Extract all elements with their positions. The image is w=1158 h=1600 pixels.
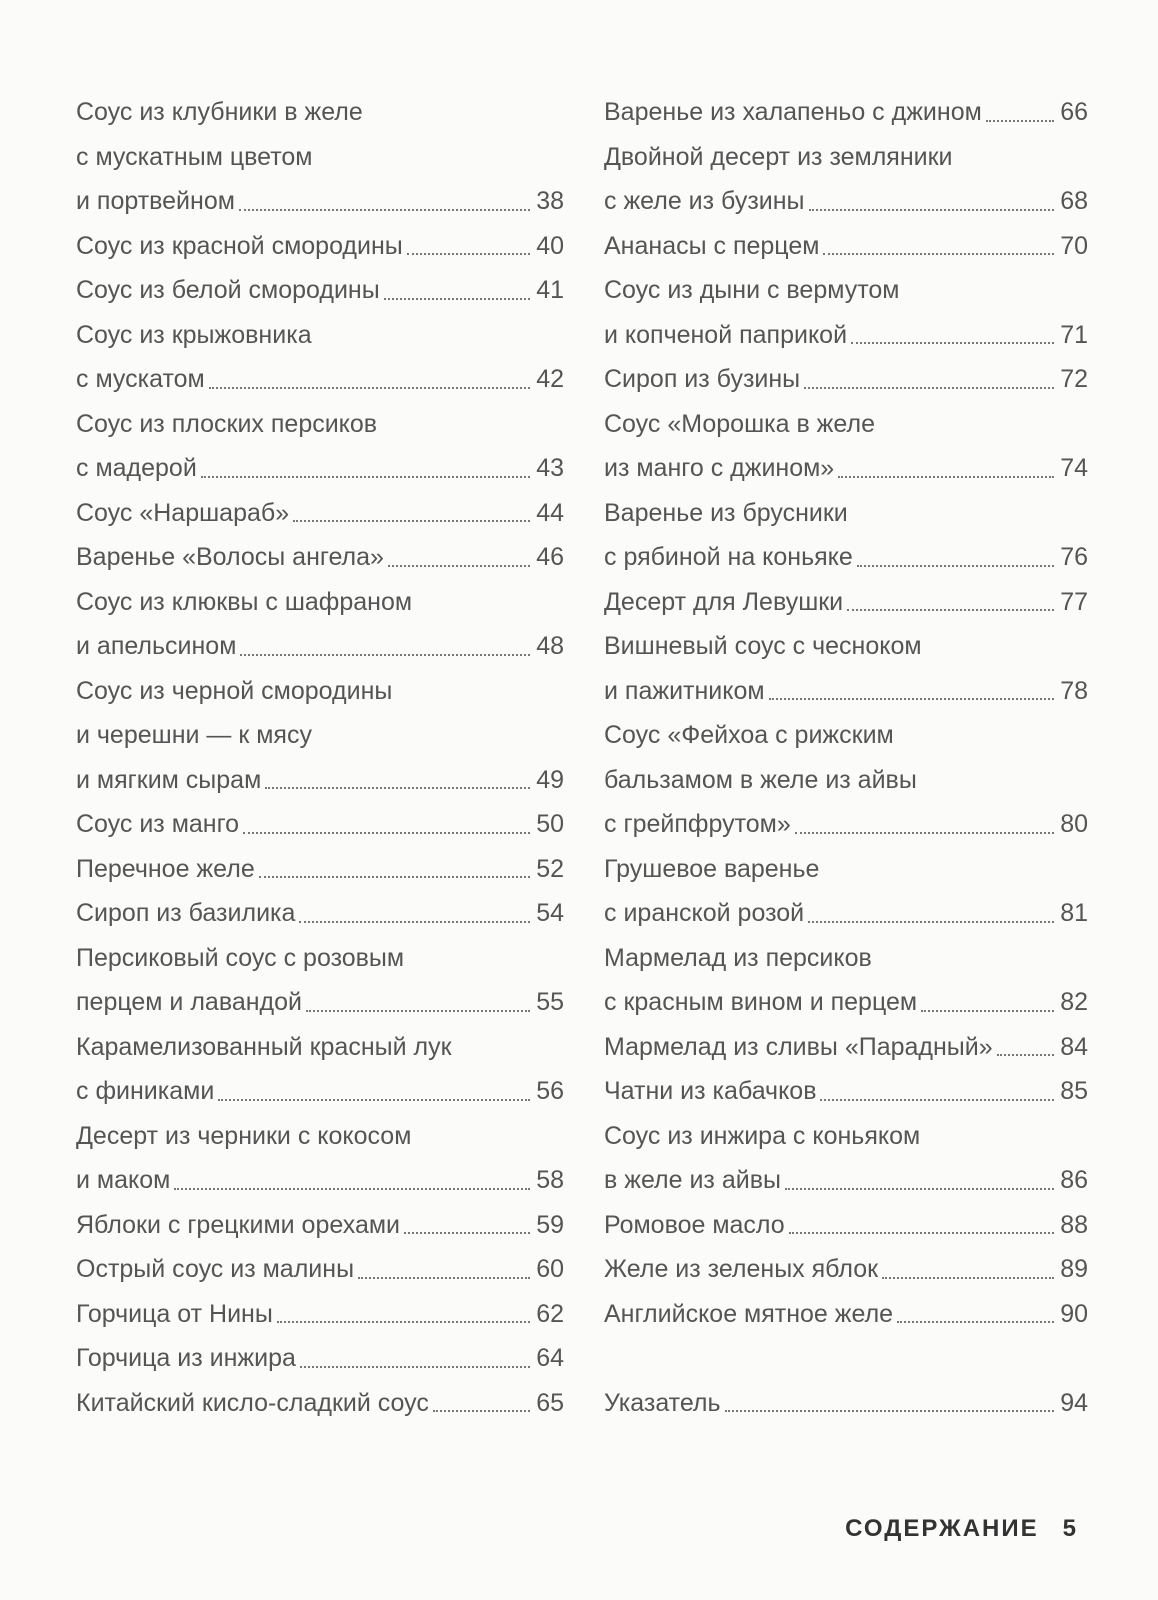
toc-entry[interactable] [604,847,1088,936]
toc-entry[interactable] [76,402,564,491]
toc-entry-title: и копченой паприкой [604,320,848,349]
toc-entry[interactable] [604,135,1088,224]
toc-page-number: 58 [536,1166,564,1194]
dot-leader [725,1410,1055,1412]
toc-entry-title: Горчица из инжира [76,1344,296,1372]
toc-page-number: 77 [1060,587,1088,616]
page-footer [845,1515,1078,1543]
dot-leader [259,876,530,878]
dot-leader [785,1188,1054,1190]
toc-entry-title: Соус «Фейхоа с рижским [604,721,894,749]
toc-page-number: 46 [536,543,564,571]
toc-entry[interactable] [604,580,1088,625]
toc-entry[interactable] [604,1381,1088,1426]
toc-entry[interactable] [604,90,1088,135]
toc-page-number: 42 [536,365,564,393]
dot-leader [986,120,1054,122]
toc-entry[interactable] [604,1069,1088,1114]
toc-entry[interactable] [604,624,1088,713]
toc-column-left [76,90,564,1425]
toc-entry[interactable] [604,357,1088,402]
toc-entry-title: Чатни из кабачков [604,1077,817,1105]
toc-entry-title: Соус из дыни с вермутом [604,276,900,304]
toc-page-number: 52 [536,854,564,883]
dot-leader [209,387,530,389]
dot-leader [851,342,1054,344]
dot-leader [218,1099,530,1101]
toc-entry[interactable] [604,402,1088,491]
dot-leader [358,1277,530,1279]
toc-entry[interactable] [76,268,564,313]
dot-leader [265,787,530,789]
toc-page-number: 74 [1060,454,1088,482]
toc-spacer [604,1336,1088,1381]
toc-entry-title: Желе из зеленых яблок [604,1255,879,1283]
dot-leader [300,1366,530,1368]
dot-leader [407,253,530,255]
toc-entry-title: Персиковый соус с розовым [76,943,405,972]
dot-leader [897,1321,1054,1323]
toc-page-number: 86 [1060,1166,1088,1194]
toc-page-number: 68 [1060,187,1088,215]
toc-entry[interactable] [76,580,564,669]
toc-entry-title: в желе из айвы [604,1166,781,1194]
toc-entry-title: Карамелизованный красный лук [76,1032,452,1061]
toc-entry-title: Перечное желе [76,854,255,883]
toc-entry-title: Варенье «Волосы ангела» [76,543,384,571]
toc-entry-title: Соус из клубники в желе [76,98,363,126]
toc-entry-title: Острый соус из малины [76,1255,355,1283]
toc-entry[interactable] [76,224,564,269]
toc-entry[interactable] [76,535,564,580]
dot-leader [388,565,530,567]
toc-page-number: 72 [1060,365,1088,393]
toc-entry[interactable] [76,491,564,536]
toc-page-number: 70 [1060,231,1088,260]
toc-entry-title: Варенье из брусники [604,498,848,527]
dot-leader [174,1188,530,1190]
toc-entry[interactable] [604,224,1088,269]
toc-entry-title: Вишневый соус с чесноком [604,632,922,660]
toc-page-number: 56 [536,1077,564,1105]
toc-entry[interactable] [604,1114,1088,1203]
toc-column-right [604,90,1088,1425]
toc-page-number: 44 [536,498,564,527]
toc-entry-title: Соус из плоских персиков [76,409,378,438]
toc-entry[interactable] [604,713,1088,847]
toc-entry-title: Китайский кисло-сладкий соус [76,1388,429,1417]
toc-entry-title: с мадерой [76,454,197,482]
toc-page-number: 60 [536,1255,564,1283]
toc-page-number: 49 [536,765,564,794]
toc-entry-title: Сироп из базилика [76,899,296,927]
toc-entry[interactable] [604,491,1088,580]
dot-leader [795,832,1054,834]
dot-leader [820,1099,1054,1101]
toc-entry[interactable] [76,802,564,847]
toc-entry-title: перцем и лавандой [76,988,302,1016]
toc-entry[interactable] [76,1381,564,1426]
dot-leader [243,832,530,834]
toc-entry-title: бальзамом в желе из айвы [604,765,917,794]
toc-entry-title: Десерт из черники с кокосом [76,1121,412,1150]
dot-leader [433,1410,530,1412]
toc-entry-title: Соус из черной смородины [76,676,393,705]
toc-entry-title: и маком [76,1166,171,1194]
toc-page-number: 71 [1060,320,1088,349]
toc-entry[interactable] [76,936,564,1025]
toc-entry-title: и портвейном [76,187,235,215]
toc-entry-title: Сироп из бузины [604,365,801,393]
toc-page-number: 80 [1060,810,1088,838]
toc-entry-title: Соус из инжира с коньяком [604,1121,921,1150]
toc-page-number: 38 [536,187,564,215]
toc-entry-title: Мармелад из персиков [604,943,872,972]
dot-leader [201,476,530,478]
toc-page-number: 40 [536,231,564,260]
toc-entry-title: и мягким сырам [76,765,262,794]
toc-entry-title: Соус из крыжовника [76,320,312,349]
toc-page-number: 78 [1060,676,1088,705]
toc-entry-title: Соус из манго [76,810,240,838]
dot-leader [404,1232,530,1234]
dot-leader [384,298,531,300]
toc-entry-title: Горчица от Нины [76,1299,273,1328]
dot-leader [823,253,1054,255]
toc-entry-title: и черешни — к мясу [76,721,312,749]
toc-page-number: 62 [536,1299,564,1328]
toc-page-number: 54 [536,899,564,927]
toc-page-number: 90 [1060,1299,1088,1328]
toc-page-number: 59 [536,1210,564,1239]
dot-leader [838,476,1054,478]
dot-leader [789,1232,1054,1234]
toc-entry-title: Грушевое варенье [604,854,820,883]
toc-entry[interactable] [76,1336,564,1381]
toc-entry-title: Соус «Морошка в желе [604,409,875,438]
toc-entry-title: с желе из бузины [604,187,805,215]
toc-page-number: 82 [1060,988,1088,1016]
toc-page-number: 64 [536,1344,564,1372]
toc-page-number: 89 [1060,1255,1088,1283]
toc-page-number: 85 [1060,1077,1088,1105]
toc-entry[interactable] [76,669,564,803]
toc-page-number: 81 [1060,899,1088,927]
toc-entry[interactable] [604,1292,1088,1337]
dot-leader [809,209,1055,211]
toc-entry-title: Соус «Наршараб» [76,498,290,527]
dot-leader [847,609,1054,611]
toc-page-number: 76 [1060,543,1088,571]
dot-leader [857,565,1054,567]
toc-entry[interactable] [76,1247,564,1292]
toc-entry[interactable] [76,1114,564,1203]
dot-leader [921,1010,1054,1012]
toc-entry-title: с красным вином и перцем [604,988,918,1016]
toc-entry-title: Английское мятное желе [604,1299,894,1328]
dot-leader [997,1054,1055,1056]
toc-page-number: 55 [536,988,564,1016]
toc-page-number: 65 [536,1388,564,1417]
toc-entry[interactable] [76,1292,564,1337]
toc-entry-title: Ромовое масло [604,1210,785,1239]
toc-page-number: 48 [536,632,564,660]
toc-entry-title: Соус из клюквы с шафраном [76,587,413,616]
toc-entry-title: Соус из белой смородины [76,276,380,304]
dot-leader [277,1321,530,1323]
toc-entry[interactable] [604,268,1088,357]
toc-entry-title: Двойной десерт из земляники [604,142,953,171]
section-title: СОДЕРЖАНИЕ [845,1515,1039,1542]
toc-entry-title: Соус из красной смородины [76,231,403,260]
toc-entry[interactable] [604,1203,1088,1248]
dot-leader [808,921,1054,923]
toc-page-number: 50 [536,810,564,838]
toc-entry-title: и пажитником [604,676,765,705]
toc-entry-title: с грейпфрутом» [604,810,791,838]
toc-entry[interactable] [604,1025,1088,1070]
toc-entry-title: из манго с джином» [604,454,835,482]
toc-entry-title: и апельсином [76,632,237,660]
toc-entry-title: Яблоки с грецкими орехами [76,1210,400,1239]
toc-entry-title: Варенье из халапеньо с джином [604,98,982,126]
dot-leader [240,654,530,656]
toc-entry-title: Ананасы с перцем [604,231,820,260]
toc-entry-title: Десерт для Левушки [604,587,844,616]
toc-page-number: 41 [536,276,564,304]
toc-page-number: 88 [1060,1210,1088,1239]
toc-entry-title: Указатель [604,1388,721,1417]
toc-entry[interactable] [604,1247,1088,1292]
toc-entry-title: с мускатным цветом [76,142,313,171]
toc-page-number: 94 [1060,1388,1088,1417]
toc-entry-title: Мармелад из сливы «Парадный» [604,1032,993,1061]
toc-entry[interactable] [76,891,564,936]
dot-leader [804,387,1054,389]
toc-entry[interactable] [76,847,564,892]
toc-entry[interactable] [76,313,564,402]
dot-leader [239,209,530,211]
toc-entry[interactable] [604,936,1088,1025]
toc-entry[interactable] [76,90,564,224]
toc-page-number: 66 [1060,98,1088,126]
toc-entry-title: с мускатом [76,365,205,393]
page-number: 5 [1062,1515,1078,1542]
toc-entry-title: с рябиной на коньяке [604,543,853,571]
dot-leader [769,698,1055,700]
dot-leader [293,520,530,522]
toc-page-number: 84 [1060,1032,1088,1061]
dot-leader [306,1010,530,1012]
dot-leader [299,921,530,923]
toc-page-number: 43 [536,454,564,482]
toc-entry[interactable] [76,1025,564,1114]
dot-leader [882,1277,1054,1279]
toc-entry-title: с иранской розой [604,899,805,927]
toc-entry[interactable] [76,1203,564,1248]
toc-entry-title: с финиками [76,1077,215,1105]
